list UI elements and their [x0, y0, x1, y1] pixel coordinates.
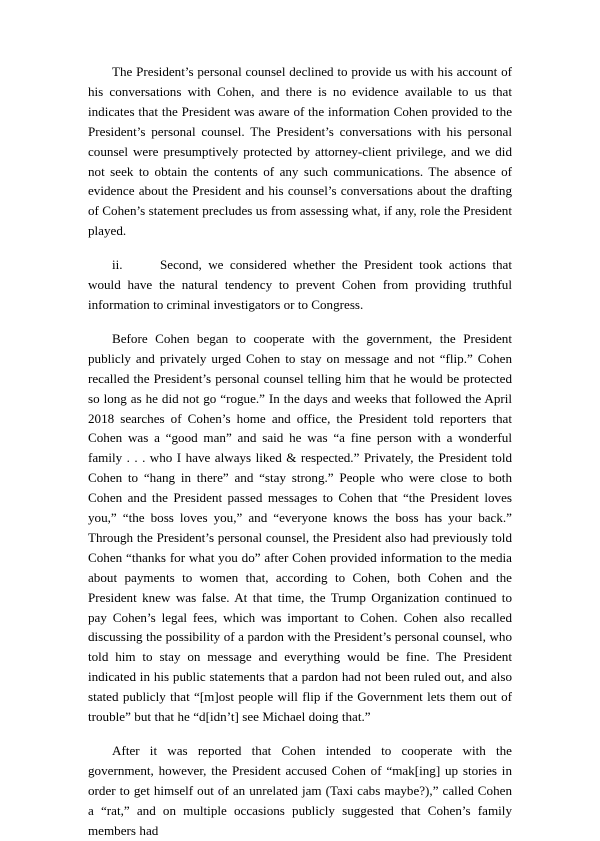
paragraph-numbered-ii	[88, 255, 512, 315]
paragraph-after-reported-cooperate: After it was reported that Cohen intended to cooperate with the government, however, the President accused Cohen of “mak[ing] up stories in order to get himself out of an unrelated jam (Taxi cabs maybe?),” called Cohen a “rat,” and on multiple occasions publicly suggested that Cohen’s family members had	[88, 743, 512, 838]
list-marker-ii: ii.	[112, 257, 123, 273]
paragraph-numbered-ii-text: Second, we considered whether the President took actions that would have the natural tendency to prevent Cohen from providing truthful information to criminal investigators or to Congress.	[88, 257, 512, 312]
paragraph-before-cohen-cooperate: Before Cohen began to cooperate with the government, the President publicly and privately urged Cohen to stay on message and not “flip.” Cohen recalled the President’s personal counsel telling him that he would be protected so long as he did not go “rogue.” In the days and weeks that followed the April 2018 searches of Cohen’s home and office, the President told reporters that Cohen was a “good man” and said he was “a fine person with a wonderful family . . . who I have always liked & respected.” Privately, the President told Cohen to “hang in there” and “stay strong.” People who were close to both Cohen and the President passed messages to Cohen that “the President loves you,” “the boss loves you,” and “everyone knows the boss has your back.” Through the President’s personal counsel, the President also had previously told Cohen “thanks for what you do” after Cohen provided information to the media about payments to women that, according to Cohen, both Cohen and the President knew was false. At that time, the Trump Organization continued to pay Cohen’s legal fees, which was important to Cohen. Cohen also recalled discussing the possibility of a pardon with the President’s personal counsel, who told him to stay on message and everything would be fine. The President indicated in his public statements that a pardon had not been ruled out, and also stated publicly that “[m]ost people will flip if the Government lets them out of trouble” but that he “d[idn’t] see Michael doing that.”	[88, 330, 512, 725]
paragraph-president-counsel-declined: The President’s personal counsel declined to provide us with his account of his conversations with Cohen, and there is no evidence available to us that indicates that the President was aware of the information Cohen provided to the President’s personal counsel. The President’s conversations with his personal counsel were presumptively protected by attorney-client privilege, and we did not seek to obtain the contents of any such communications. The absence of evidence about the President and his counsel’s conversations about the drafting of Cohen’s statement precludes us from assessing what, if any, role the President played.	[88, 64, 512, 239]
document-text-column	[88, 62, 512, 841]
